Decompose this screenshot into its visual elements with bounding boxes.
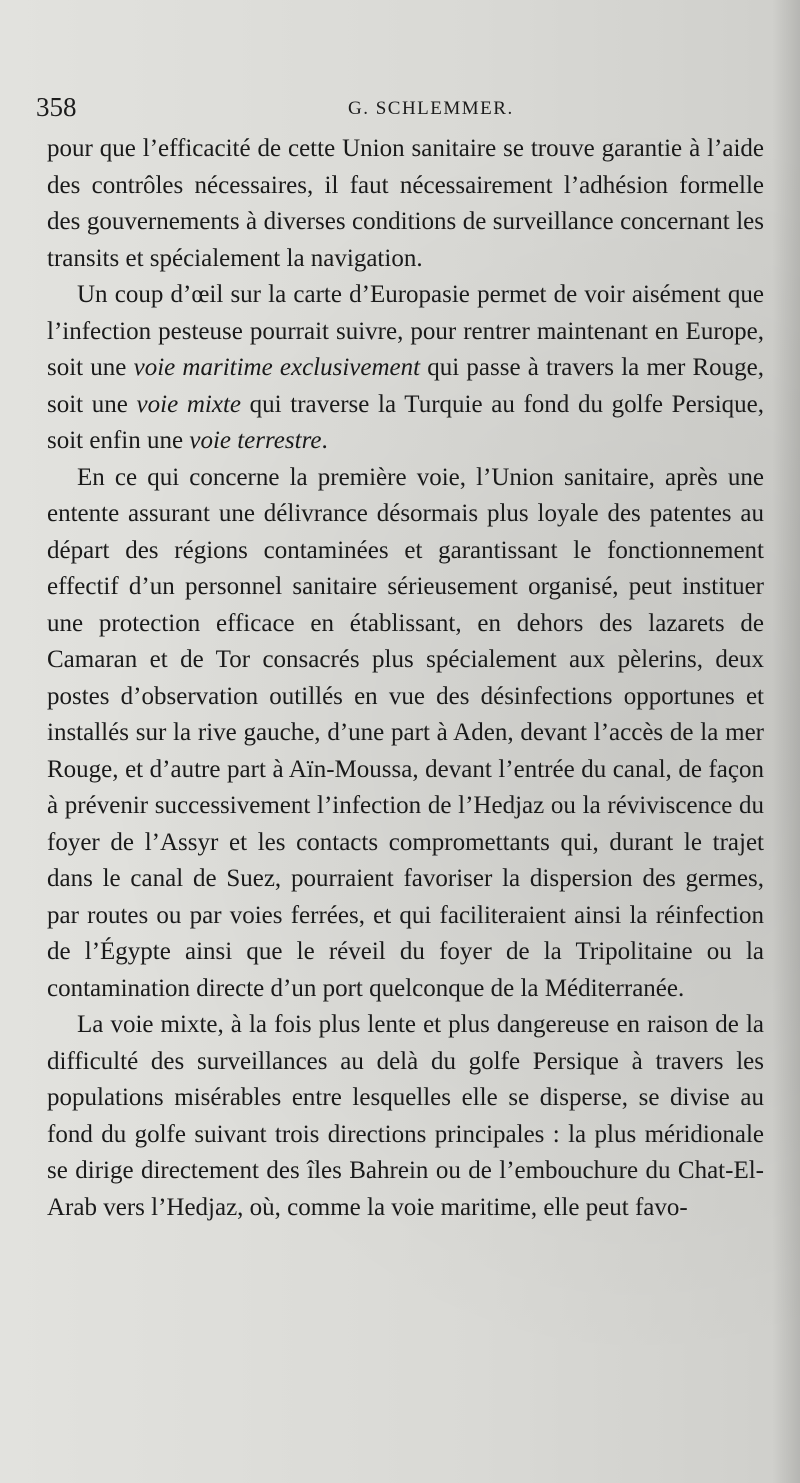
page-number: 358 (36, 92, 77, 122)
paragraph (47, 460, 764, 1008)
paragraph-text: pour que l’efficacité de cette Union sanitaire se trouve garantie à l’aide des contrôles nécessaires, il faut nécessairement l’adhésion formelle des gouvernements à diverses conditions de surveillance concernant les transits et spécialement la navigation. (47, 135, 764, 272)
paragraph (47, 1007, 764, 1226)
paragraph-text: qui passe à travers la mer Rouge, soit une (47, 354, 765, 418)
paragraph (47, 277, 764, 460)
body-text (47, 131, 764, 1226)
paragraph-text: En ce qui concerne la première voie, l’Union sanitaire, après une entente assurant une délivrance désormais plus loyale des patentes au départ des régions contaminées et garantissant le fonctionnement effectif d’un personnel sanitaire sérieusement organisé, peut instituer une protection efficace en établissant, en dehors des lazarets de Camaran et de Tor consacrés plus spécialement aux pèlerins, deux postes d’observation outillés en vue des désinfections opportunes et installés sur la rive gauche, d’une part à Aden, devant l’accès de la mer Rouge, et d’autre part à Aïn-Moussa, devant l’entrée du canal, de façon à prévenir successivement l’infection de l’Hedjaz ou la réviviscence du foyer de l’Assyr et les contacts compromettants qui, durant le trajet dans le canal de Suez, pourraient favoriser la dispersion des germes, par routes ou par voies ferrées, et qui faciliteraient ainsi la réinfection de l’Égypte ainsi que le réveil du foyer de la Tripolitaine ou la contamination directe d’un port quelconque de la Méditerranée. (47, 463, 764, 1002)
paragraph-text: qui traverse la Turquie au fond du golfe Persique, soit enfin une (47, 390, 765, 454)
italic-phrase: voie mixte (136, 390, 241, 418)
running-title: G. SCHLEMMER. (348, 98, 514, 119)
paragraph-text: Un coup d’œil sur la carte d’Europasie permet de voir aisément que l’infection pesteuse pourrait suivre, pour rentrer maintenant en Europe, soit une (47, 281, 764, 381)
italic-phrase: voie maritime exclusivement (133, 354, 421, 381)
page-header (36, 92, 766, 126)
paragraph-text: La voie mixte, à la fois plus lente et plus dangereuse en raison de la difficulté des surveillances au delà du golfe Persique à travers les populations misérables entre lesquelles elle se disperse, se divise au fond du golfe suivant trois directions principales : la plus méridionale se dirige directement des îles Bahrein ou de l’embouchure du Chat-El-Arab vers l’Hedjaz, où, comme la voie maritime, elle peut favo- (47, 1011, 764, 1221)
paragraph-text: . (321, 427, 328, 454)
italic-phrase: voie terrestre (189, 427, 322, 454)
page-edge-shadow (772, 0, 800, 1483)
paragraph (47, 131, 764, 277)
